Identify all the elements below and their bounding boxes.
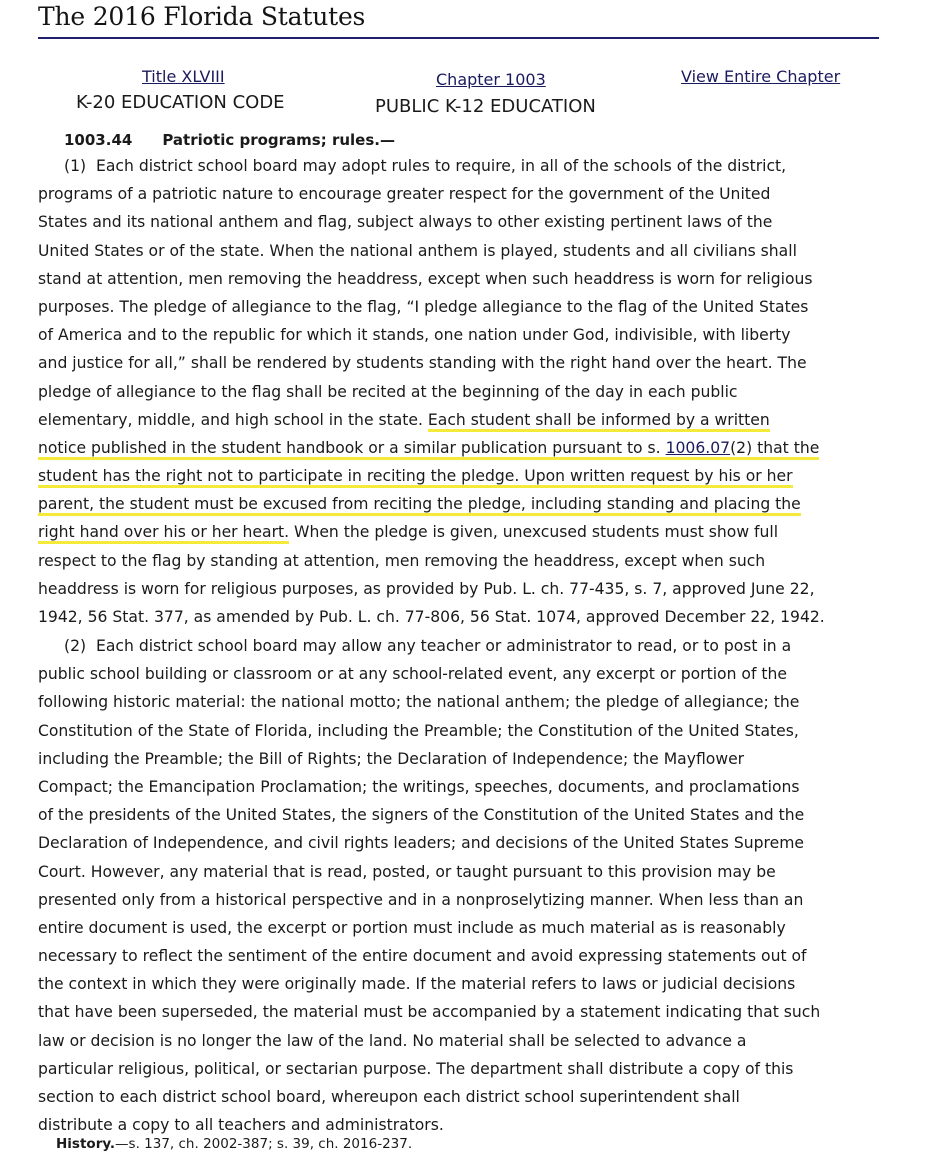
text-line: programs of a patriotic nature to encourage greater respect for the government of the United bbox=[38, 185, 771, 204]
highlighted-text bbox=[38, 439, 819, 460]
highlighted-text: parent, the student must be excused from reciting the pledge, including standing and placing the bbox=[38, 495, 801, 516]
text-line bbox=[38, 462, 879, 490]
text-line: Declaration of Independence, and civil rights leaders; and decisions of the United States Supreme bbox=[38, 834, 805, 853]
section-heading bbox=[64, 131, 395, 149]
page-title: The 2016 Florida Statutes bbox=[38, 2, 366, 31]
highlighted-text: right hand over his or her heart. bbox=[38, 523, 289, 544]
text-line: of America and to the republic for which it stands, one nation under God, indivisible, with liberty bbox=[38, 326, 791, 345]
text-line: and justice for all,” shall be rendered by students standing with the right hand over the heart. The bbox=[38, 354, 807, 373]
text-line: the context in which they were originally made. If the material refers to laws or judicial decisions bbox=[38, 975, 796, 994]
text-line: (2) Each district school board may allow any teacher or administrator to read, or to post in a bbox=[64, 637, 792, 655]
text-line: section to each district school board, whereupon each district school superintendent shall bbox=[38, 1088, 740, 1106]
text-line: necessary to reflect the sentiment of the entire document and avoid expressing statements out of bbox=[38, 947, 807, 966]
statute-1006-07-link[interactable]: 1006.07 bbox=[665, 438, 731, 457]
text-line bbox=[38, 434, 879, 462]
text-line: including the Preamble; the Bill of Rights; the Declaration of Independence; the Mayflower bbox=[38, 749, 745, 768]
text-line: stand at attention, men removing the headdress, except when such headdress is worn for religious bbox=[38, 269, 813, 288]
text-line: that have been superseded, the material must be accompanied by a statement indicating that such bbox=[38, 1003, 821, 1022]
text-segment: elementary, middle, and high school in the state. bbox=[38, 410, 428, 429]
chapter-subtitle: PUBLIC K-12 EDUCATION bbox=[375, 96, 596, 117]
text-line: respect to the flag by standing at attention, men removing the headdress, except when such bbox=[38, 551, 766, 570]
text-line: purposes. The pledge of allegiance to the flag, “I pledge allegiance to the flag of the United States bbox=[38, 297, 809, 316]
section-catchline: Patriotic programs; rules.— bbox=[162, 131, 395, 149]
highlighted-text: student has the right not to participate in reciting the pledge. Upon written request by his or her bbox=[38, 467, 793, 488]
text-line: headdress is worn for religious purposes, as provided by Pub. L. ch. 77-435, s. 7, approved June 22, bbox=[38, 579, 815, 598]
title-divider bbox=[38, 37, 879, 39]
text-line: entire document is used, the excerpt or portion must include as much material as is reasonably bbox=[38, 918, 786, 937]
text-line bbox=[38, 406, 879, 434]
title-subtitle: K-20 EDUCATION CODE bbox=[76, 92, 285, 113]
text-line: States and its national anthem and flag, subject always to other existing pertinent laws of the bbox=[38, 213, 773, 232]
text-line: following historic material: the national motto; the national anthem; the pledge of allegiance; the bbox=[38, 693, 800, 712]
text-line: particular religious, political, or sectarian purpose. The department shall distribute a copy of this bbox=[38, 1059, 794, 1078]
view-entire-chapter-link[interactable]: View Entire Chapter bbox=[681, 67, 841, 86]
subsection-1 bbox=[38, 152, 879, 631]
subsection-2 bbox=[38, 632, 879, 1139]
text-line: distribute a copy to all teachers and administrators. bbox=[38, 1116, 444, 1135]
section-number: 1003.44 bbox=[64, 131, 133, 149]
history-text: —s. 137, ch. 2002-387; s. 39, ch. 2016-237. bbox=[115, 1136, 413, 1152]
text-line: Compact; the Emancipation Proclamation; the writings, speeches, documents, and proclamations bbox=[38, 777, 800, 796]
text-segment: When the pledge is given, unexcused students must show full bbox=[289, 523, 779, 542]
text-line: pledge of allegiance to the flag shall be recited at the beginning of the day in each public bbox=[38, 382, 738, 401]
text-line: law or decision is no longer the law of the land. No material shall be selected to advance a bbox=[38, 1031, 747, 1050]
history-note bbox=[56, 1136, 412, 1152]
text-line: 1942, 56 Stat. 377, as amended by Pub. L. ch. 77-806, 56 Stat. 1074, approved December 22, 1942. bbox=[38, 608, 825, 626]
title-link[interactable]: Title XLVIII bbox=[142, 67, 225, 86]
text-line: United States or of the state. When the national anthem is played, students and all civilians shall bbox=[38, 241, 797, 260]
text-segment: (2) that the bbox=[730, 438, 820, 457]
text-line: Court. However, any material that is read, posted, or taught pursuant to this provision may be bbox=[38, 862, 776, 881]
text-line: presented only from a historical perspective and in a nonproselytizing manner. When less than an bbox=[38, 890, 804, 909]
text-line bbox=[38, 518, 879, 546]
text-line: of the presidents of the United States, the signers of the Constitution of the United States and the bbox=[38, 806, 805, 825]
chapter-link[interactable]: Chapter 1003 bbox=[436, 70, 546, 89]
text-line: Constitution of the State of Florida, including the Preamble; the Constitution of the United States, bbox=[38, 721, 799, 740]
text-segment: notice published in the student handbook or a similar publication pursuant to s. bbox=[38, 438, 666, 457]
history-label: History. bbox=[56, 1136, 116, 1152]
text-line bbox=[38, 490, 879, 518]
text-line: public school building or classroom or at any school-related event, any excerpt or portion of the bbox=[38, 665, 787, 684]
text-line: (1) Each district school board may adopt rules to require, in all of the schools of the district, bbox=[64, 157, 787, 175]
highlighted-text: Each student shall be informed by a written bbox=[428, 411, 770, 432]
